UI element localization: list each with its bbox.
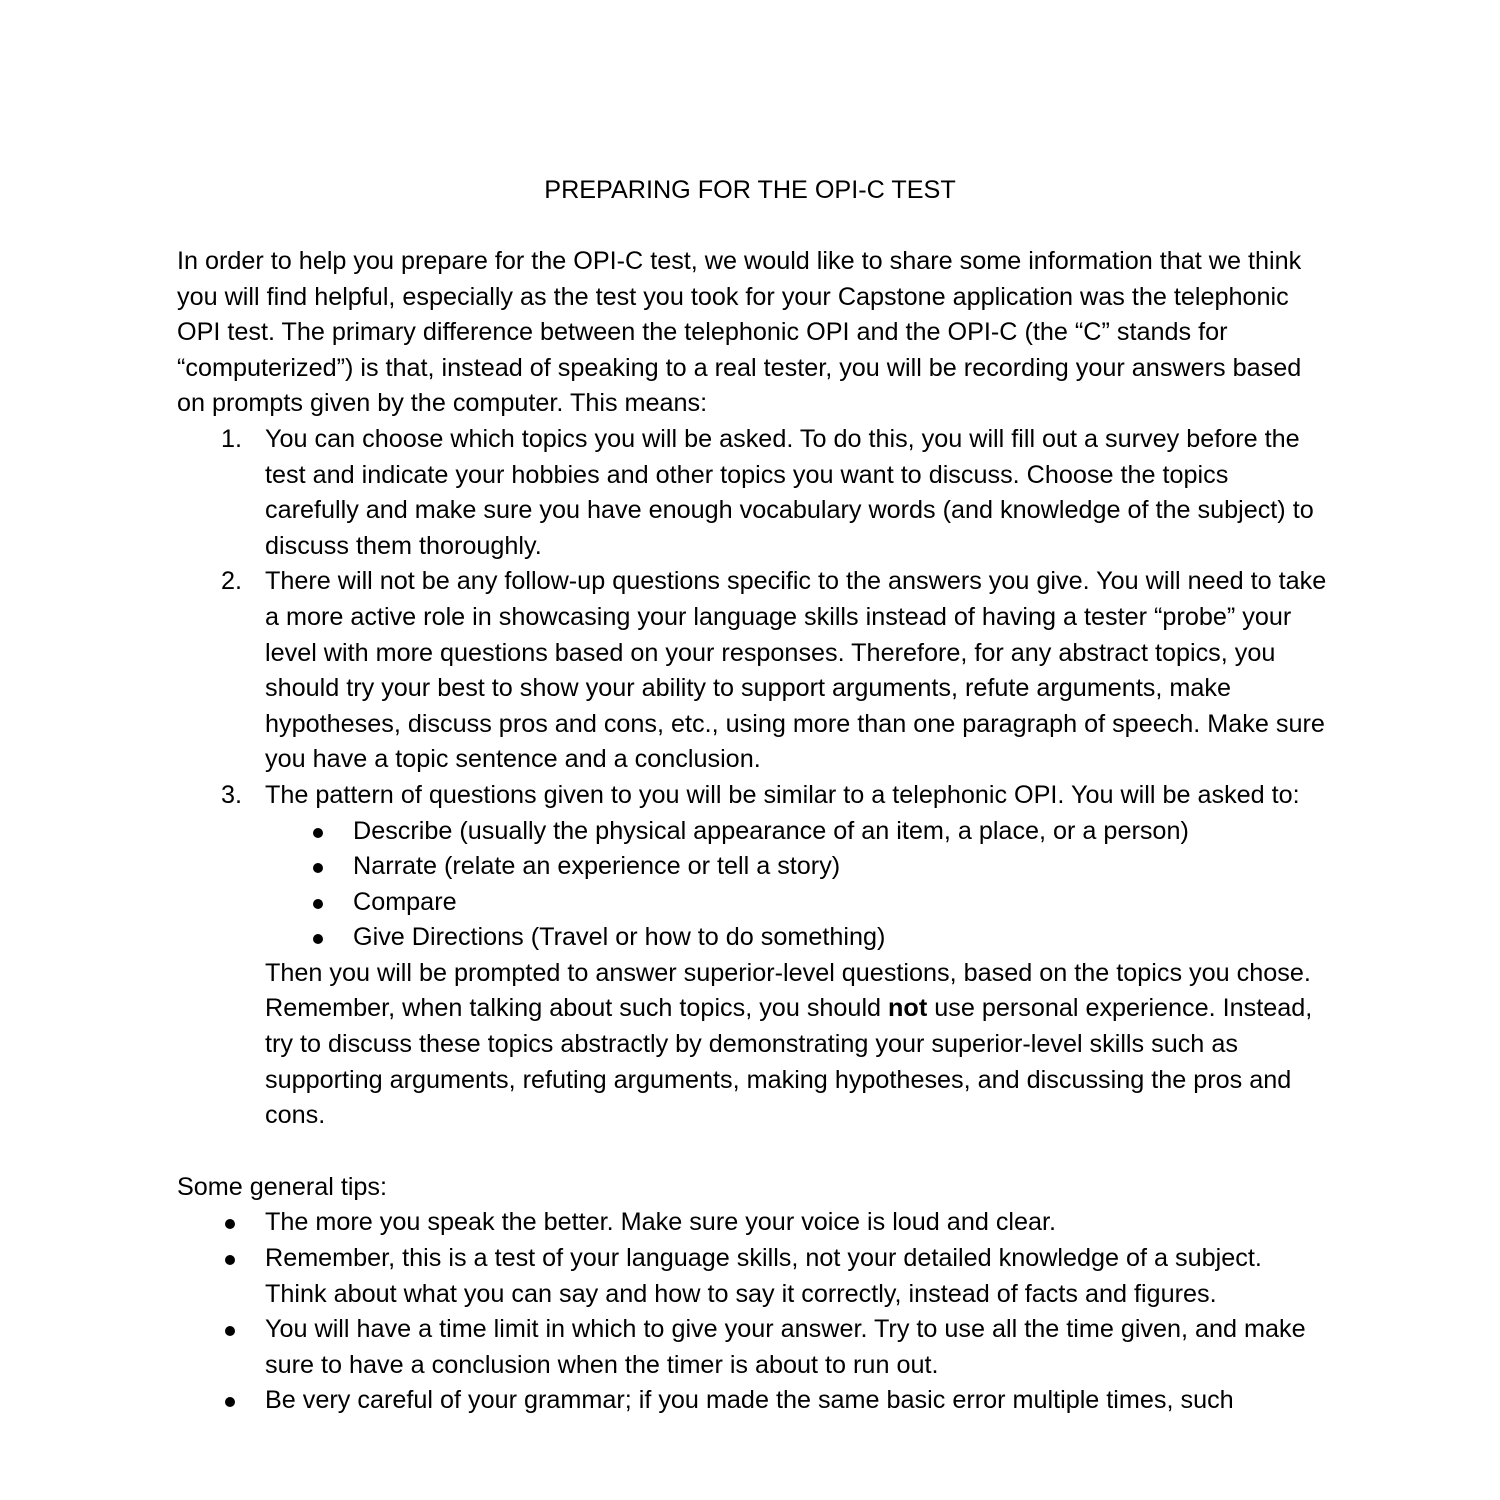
item-number: 2. xyxy=(221,567,243,596)
spacer xyxy=(177,1134,1327,1170)
bullet-icon xyxy=(225,1326,235,1336)
bullet-icon xyxy=(313,934,323,944)
sub-bullet-item xyxy=(265,814,1327,850)
followup-text: Then you will be prompted to answer superior-level questions, based on the topics you chose. Remember, when talking about such topics, you should xyxy=(265,958,1311,1023)
numbered-item-2 xyxy=(177,564,1327,778)
document-content xyxy=(177,172,1327,1419)
tips-heading: Some general tips: xyxy=(177,1172,388,1201)
sub-bullet-item xyxy=(265,849,1327,885)
tip-text: You will have a time limit in which to give your answer. Try to use all the time given, and make sure to have a conclusion when the timer is about to run out. xyxy=(265,1315,1306,1379)
tip-item xyxy=(177,1312,1327,1383)
tip-item xyxy=(177,1383,1327,1419)
item-3-followup xyxy=(265,956,1327,1134)
followup-text: use personal experience. Instead, try to discuss these topics abstractly by demonstrating your superior-level skills such as supporting arguments, refuting arguments, making hypotheses, and discussing the pros and cons. xyxy=(265,994,1313,1130)
emphasis-not: not xyxy=(888,994,928,1023)
bullet-icon xyxy=(313,828,323,838)
bullet-icon xyxy=(313,899,323,909)
bullet-icon xyxy=(225,1219,235,1229)
question-types-list xyxy=(265,814,1327,956)
intro-paragraph: In order to help you prepare for the OPI-C test, we would like to share some information that we think you will find helpful, especially as the test you took for your Capstone application was the telephonic OPI test. The primary difference between the telephonic OPI and the OPI-C (the “C” stands for “computerized”) is that, instead of speaking to a real tester, you will be recording your answers based on prompts given by the computer. This means: xyxy=(177,247,1302,418)
tip-item xyxy=(177,1241,1327,1312)
tip-text: Remember, this is a test of your language skills, not your detailed knowledge of a subject. Think about what you can say and how to say it correctly, instead of facts and figures. xyxy=(265,1244,1262,1308)
tip-item xyxy=(177,1205,1327,1241)
bullet-icon xyxy=(313,863,323,873)
sub-bullet-text: Give Directions (Travel or how to do something) xyxy=(353,923,886,952)
sub-bullet-text: Narrate (relate an experience or tell a story) xyxy=(353,852,841,881)
sub-bullet-item xyxy=(265,885,1327,921)
bullet-icon xyxy=(225,1397,235,1407)
numbered-item-1 xyxy=(177,422,1327,564)
numbered-list xyxy=(177,422,1327,1134)
item-text: There will not be any follow-up questions specific to the answers you give. You will need to take a more active role in showcasing your language skills instead of having a tester “probe” your level with more questions based on your responses. Therefore, for any abstract topics, you should try your best to show your ability to support arguments, refute arguments, make hypotheses, discuss pros and cons, etc., using more than one paragraph of speech. Make sure you have a topic sentence and a conclusion. xyxy=(265,567,1327,774)
bullet-icon xyxy=(225,1255,235,1265)
sub-bullet-item xyxy=(265,920,1327,956)
sub-bullet-text: Compare xyxy=(353,887,457,916)
numbered-item-3 xyxy=(177,778,1327,1134)
item-number: 3. xyxy=(221,780,243,809)
item-number: 1. xyxy=(221,424,243,453)
document-title: PREPARING FOR THE OPI-C TEST xyxy=(544,176,956,204)
item-text: You can choose which topics you will be asked. To do this, you will fill out a survey before the test and indicate your hobbies and other topics you want to discuss. Choose the topics carefully and make sure you have enough vocabulary words (and knowledge of the subject) to discuss them thoroughly. xyxy=(265,424,1314,560)
tip-text: The more you speak the better. Make sure your voice is loud and clear. xyxy=(265,1208,1057,1237)
tips-list xyxy=(177,1205,1327,1419)
item-text: The pattern of questions given to you will be similar to a telephonic OPI. You will be asked to: xyxy=(265,780,1300,809)
tip-text: Be very careful of your grammar; if you made the same basic error multiple times, such xyxy=(265,1386,1234,1415)
sub-bullet-text: Describe (usually the physical appearance of an item, a place, or a person) xyxy=(353,816,1189,845)
